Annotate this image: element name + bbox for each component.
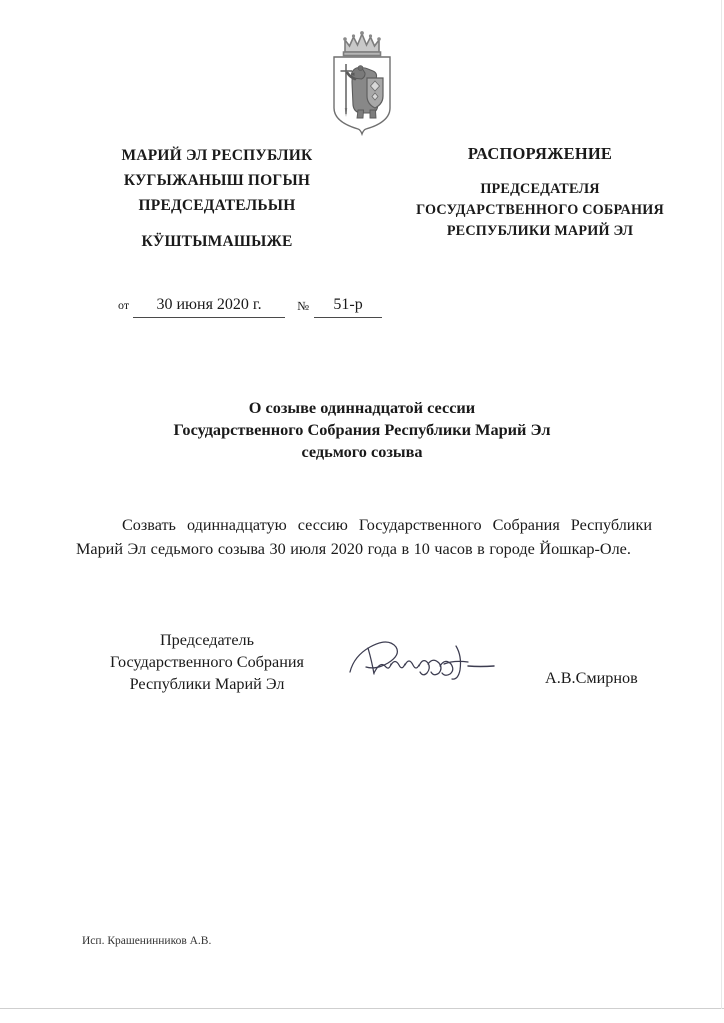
document-subject-title <box>62 397 662 463</box>
header-left-line-3: ПРЕДСЕДАТЕЛЬЫН <box>138 197 296 214</box>
document-subject-line-1: О созыве одиннадцатой сессии <box>248 398 476 417</box>
number-label: № <box>297 299 310 313</box>
header-left-emphasis: КӰШТЫМАШЫЖЕ <box>141 233 293 250</box>
document-number-value: 51-р <box>314 296 382 318</box>
header-left-spacer <box>72 218 362 229</box>
document-type-title: РАСПОРЯЖЕНИЕ <box>467 144 613 163</box>
document-subject-line-2: Государственного Собрания Республики Марий Эл <box>173 420 551 439</box>
scan-edge-bottom <box>0 1008 724 1009</box>
issuing-authority <box>390 179 690 242</box>
signatory-position-line-3: Республики Марий Эл <box>129 675 285 693</box>
document-subject-line-3: седьмого созыва <box>301 442 423 461</box>
date-value: 30 июня 2020 г. <box>133 296 285 318</box>
signatory-position <box>62 629 352 695</box>
issuing-authority-line-3: РЕСПУБЛИКИ МАРИЙ ЭЛ <box>446 223 634 239</box>
document-body-paragraph: Созвать одиннадцатую сессию Государственного Собрания Республики Марий Эл седьмого созыва 30 июля 2020 года в 10 часов в городе Йошкар-Оле. <box>76 516 652 558</box>
coat-of-arms-mari-el-icon <box>319 22 405 140</box>
issuing-authority-line-2: ГОСУДАРСТВЕННОГО СОБРАНИЯ <box>416 202 664 218</box>
scan-edge-right <box>721 0 722 1009</box>
from-label: от <box>118 298 130 312</box>
signatory-name: А.В.Смирнов <box>545 669 638 687</box>
header-left-line-1: МАРИЙ ЭЛ РЕСПУБЛИК <box>121 147 313 164</box>
signatory-position-line-1: Председатель <box>159 631 255 649</box>
handwritten-signature-icon <box>344 636 559 688</box>
header-right-russian <box>390 143 690 242</box>
header-left-mari <box>72 143 362 254</box>
issuing-authority-line-1: ПРЕДСЕДАТЕЛЯ <box>480 181 600 197</box>
executor-note: Исп. Крашенинников А.В. <box>82 935 212 947</box>
signatory-position-line-2: Государственного Собрания <box>110 653 304 671</box>
dateline <box>118 296 382 318</box>
header-left-line-2: КУГЫЖАНЫШ ПОГЫН <box>123 172 311 189</box>
